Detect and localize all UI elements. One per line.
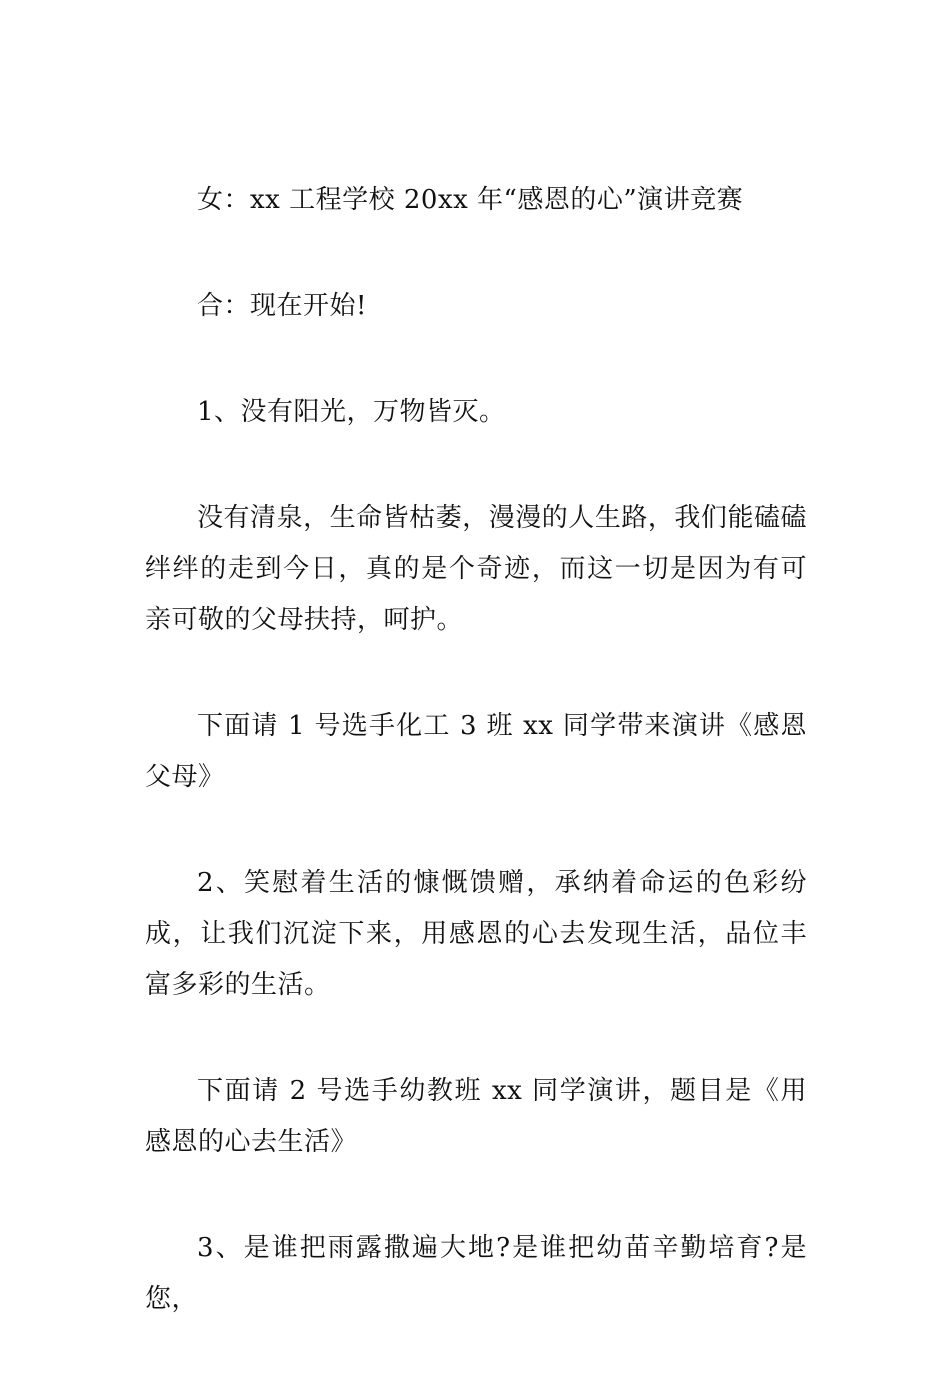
paragraph-item-1-continued: 没有清泉，生命皆枯萎，漫漫的人生路，我们能磕磕绊绊的走到今日，真的是个奇迹，而这一切是因为有可亲可敬的父母扶持，呵护。 <box>145 503 807 635</box>
paragraph-item-2: 2、笑慰着生活的慷慨馈赠，承纳着命运的色彩纷成，让我们沉淀下来，用感恩的心去发现生活，品位丰富多彩的生活。 <box>145 868 807 1000</box>
paragraph-contestant-2: 下面请 2 号选手幼教班 xx 同学演讲，题目是《用感恩的心去生活》 <box>145 1076 807 1157</box>
paragraph-contestant-1: 下面请 1 号选手化工 3 班 xx 同学带来演讲《感恩父母》 <box>145 711 807 792</box>
paragraph-item-3: 3、是谁把雨露撒遍大地?是谁把幼苗辛勤培育?是您， <box>145 1233 807 1314</box>
paragraph-host-intro: 女：xx 工程学校 20xx 年“感恩的心”演讲竞赛 <box>197 185 744 215</box>
paragraph-item-1: 1、没有阳光，万物皆灭。 <box>197 397 506 427</box>
paragraph-start: 合：现在开始! <box>197 291 367 321</box>
document-body <box>145 175 807 1380</box>
